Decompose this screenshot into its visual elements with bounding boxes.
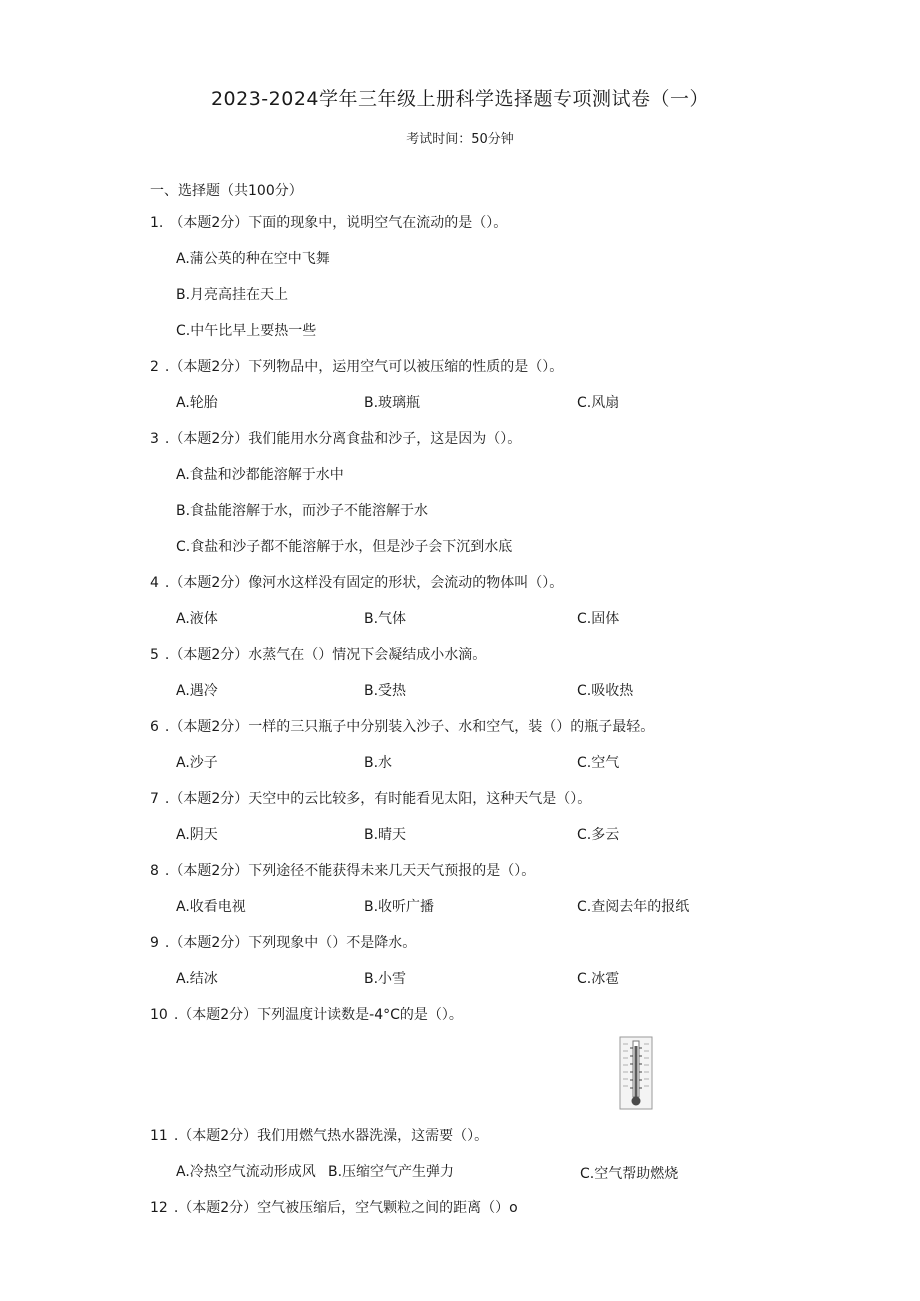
exam-time: 考试时间：50分钟 [406, 132, 514, 147]
question-text: .（本题2分）水蒸气在（）情况下会凝结成小水滴。 [164, 647, 487, 663]
question-number: 10 [150, 1007, 168, 1023]
q11-option-a[interactable]: A.冷热空气流动形成风 [176, 1164, 316, 1180]
q7-option-c[interactable]: C.多云 [577, 827, 620, 843]
question-text: .（本题2分）下列物品中，运用空气可以被压缩的性质的是（）。 [164, 359, 564, 375]
question-text: .（本题2分）天空中的云比较多，有时能看见太阳，这种天气是（）。 [164, 791, 592, 807]
q7-option-a[interactable]: A.阴天 [176, 827, 218, 843]
q4-option-b[interactable]: B.气体 [364, 611, 407, 627]
q3-option-b[interactable]: B.食盐能溶解于水，而沙子不能溶解于水 [176, 503, 429, 519]
q1-option-a[interactable]: A.蒲公英的种在空中飞舞 [176, 251, 330, 267]
q4-option-c[interactable]: C.固体 [577, 611, 620, 627]
q11-option-c[interactable]: C.空气帮助燃烧 [580, 1166, 679, 1182]
question-4 [150, 572, 563, 592]
q6-option-a[interactable]: A.沙子 [176, 755, 218, 771]
question-9 [150, 932, 416, 952]
question-number: 1. [150, 215, 164, 231]
question-5 [150, 644, 486, 664]
q8-option-c[interactable]: C.查阅去年的报纸 [577, 899, 690, 915]
question-8 [150, 860, 535, 880]
question-text: .（本题2分）一样的三只瓶子中分别装入沙子、水和空气，装（）的瓶子最轻。 [164, 719, 655, 735]
q5-option-c[interactable]: C.吸收热 [577, 683, 634, 699]
q8-option-b[interactable]: B.收听广播 [364, 899, 435, 915]
thermometer-icon[interactable] [616, 1036, 656, 1110]
question-text: .（本题2分）我们用燃气热水器洗澡，这需要（）。 [173, 1128, 489, 1144]
q2-option-a[interactable]: A.轮胎 [176, 395, 218, 411]
question-text: .（本题2分）下列现象中（）不是降水。 [164, 935, 417, 951]
question-number: 9 [150, 935, 159, 951]
question-number: 4 [150, 575, 159, 591]
question-7 [150, 788, 591, 808]
question-number: 2 [150, 359, 159, 375]
question-text: .（本题2分）我们能用水分离食盐和沙子，这是因为（）。 [164, 431, 522, 447]
q4-option-a[interactable]: A.液体 [176, 611, 218, 627]
question-text: .（本题2分）像河水这样没有固定的形状，会流动的物体叫（）。 [164, 575, 564, 591]
q9-option-c[interactable]: C.冰雹 [577, 971, 620, 987]
q6-option-b[interactable]: B.水 [364, 755, 393, 771]
page-title: 2023-2024学年三年级上册科学选择题专项测试卷（一） [210, 88, 710, 110]
question-6 [150, 716, 654, 736]
question-3 [150, 428, 521, 448]
q8-option-a[interactable]: A.收看电视 [176, 899, 246, 915]
q3-option-c[interactable]: C.食盐和沙子都不能溶解于水，但是沙子会下沉到水底 [176, 539, 513, 555]
question-number: 7 [150, 791, 159, 807]
q5-option-a[interactable]: A.遇冷 [176, 683, 218, 699]
question-12 [150, 1197, 518, 1217]
question-number: 8 [150, 863, 159, 879]
q7-option-b[interactable]: B.晴天 [364, 827, 407, 843]
q1-option-b[interactable]: B.月亮高挂在天上 [176, 287, 289, 303]
q6-option-c[interactable]: C.空气 [577, 755, 620, 771]
question-text: .（本题2分）下列途径不能获得未来几天天气预报的是（）。 [164, 863, 536, 879]
question-text: .（本题2分）空气被压缩后，空气颗粒之间的距离（）o [173, 1200, 518, 1216]
q9-option-b[interactable]: B.小雪 [364, 971, 407, 987]
q3-option-a[interactable]: A.食盐和沙都能溶解于水中 [176, 467, 344, 483]
section-heading: 一、选择题（共100分） [150, 183, 303, 199]
question-10 [150, 1004, 463, 1024]
question-number: 11 [150, 1128, 168, 1144]
question-11 [150, 1125, 488, 1145]
question-text: （本题2分）下面的现象中，说明空气在流动的是（）。 [169, 215, 508, 231]
question-number: 3 [150, 431, 159, 447]
q2-option-b[interactable]: B.玻璃瓶 [364, 395, 421, 411]
question-number: 5 [150, 647, 159, 663]
question-text: .（本题2分）下列温度计读数是-4°C的是（）。 [173, 1007, 463, 1023]
q1-option-c[interactable]: C.中午比早上要热一些 [176, 323, 317, 339]
question-1 [150, 212, 507, 232]
question-2 [150, 356, 563, 376]
q9-option-a[interactable]: A.结冰 [176, 971, 218, 987]
q5-option-b[interactable]: B.受热 [364, 683, 407, 699]
q2-option-c[interactable]: C.风扇 [577, 395, 620, 411]
question-number: 6 [150, 719, 159, 735]
question-number: 12 [150, 1200, 168, 1216]
q11-option-b[interactable]: B.压缩空气产生弹力 [328, 1164, 455, 1180]
